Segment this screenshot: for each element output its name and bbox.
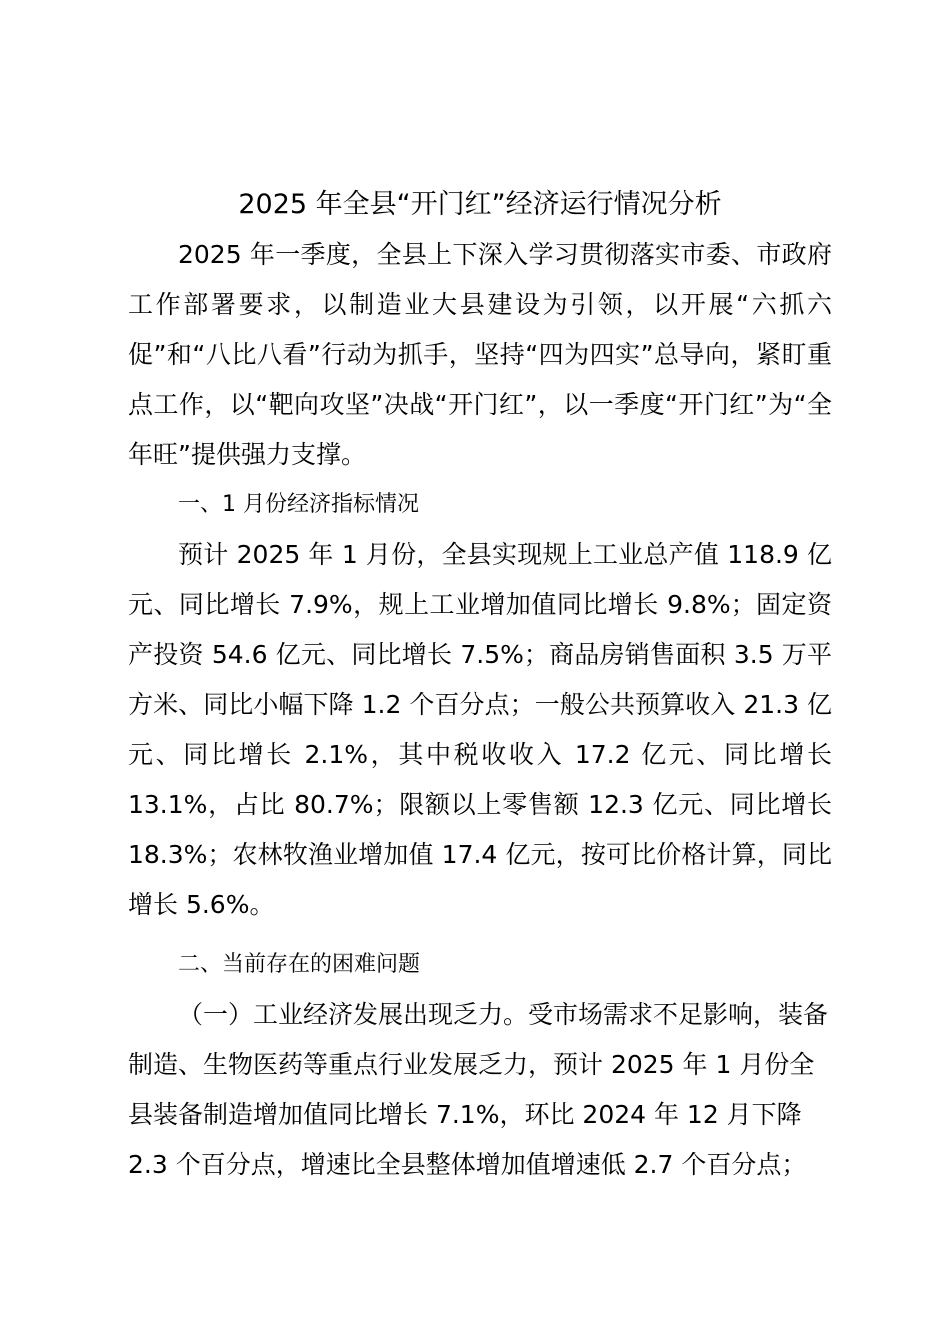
intro-paragraph: 2025 年一季度，全县上下深入学习贯彻落实市委、市政府工作部署要求，以制造业大县建设为引领，以开展“六抓六促”和“八比八看”行动为抓手，坚持“四为四实”总导向，紧盯重点工作，以“靶向攻坚”决战“开门红”，以一季度“开门红”为“全年旺”提供强力支撑。 bbox=[128, 240, 832, 469]
section-2-heading: 二、当前存在的困难问题 bbox=[178, 952, 421, 977]
section-1-heading: 一、1 月份经济指标情况 bbox=[178, 492, 419, 517]
document-title: 2025 年全县“开门红”经济运行情况分析 bbox=[238, 189, 722, 220]
document-body bbox=[128, 180, 832, 1190]
section-2-paragraph: （一）工业经济发展出现乏力。受市场需求不足影响，装备制造、生物医药等重点行业发展乏力，预计 2025 年 1 月份全县装备制造增加值同比增长 7.1%，环比 2024 年 12 月下降 2.3 个百分点，增速比全县整体增加值增速低 2.7 个百分点； bbox=[128, 1000, 829, 1179]
section-1-paragraph: 预计 2025 年 1 月份，全县实现规上工业总产值 118.9 亿元、同比增长 7.9%，规上工业增加值同比增长 9.8%；固定资产投资 54.6 亿元、同比增长 7.5%；商品房销售面积 3.5 万平方米、同比小幅下降 1.2 个百分点；一般公共预算收入 21.3 亿元、同比增长 2.1%，其中税收收入 17.2 亿元、同比增长 13.1%，占比 80.7%；限额以上零售额 12.3 亿元、同比增长 18.3%；农林牧渔业增加值 17.4 亿元，按可比价格计算，同比增长 5.6%。 bbox=[128, 540, 832, 919]
